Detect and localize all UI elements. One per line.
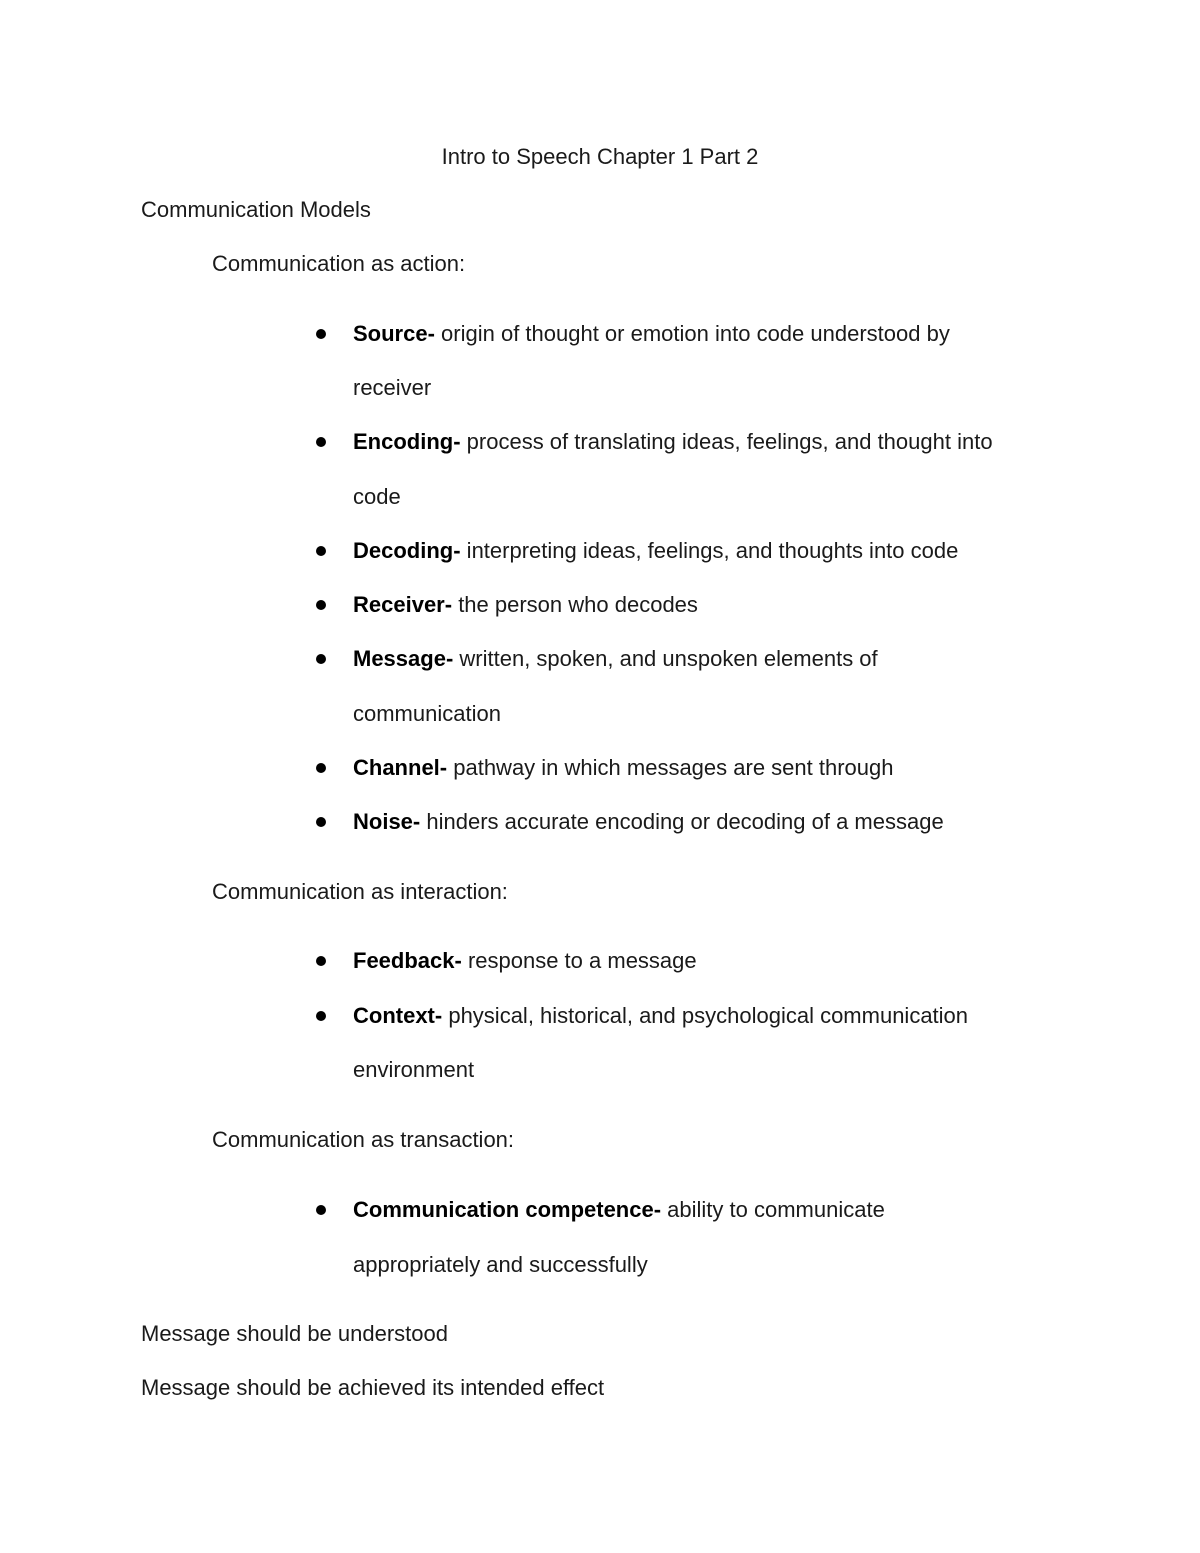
bullet-icon [316,546,326,556]
list-item-text [353,1001,968,1031]
definition: pathway in which messages are sent through [447,755,894,780]
document-title: Intro to Speech Chapter 1 Part 2 [441,144,759,169]
list-item-text [353,590,698,620]
term: Context- [353,1003,443,1028]
list-item-text [353,753,893,783]
bullet-icon [316,1205,326,1215]
bullet-icon [316,654,326,664]
closing-line: Message should be understood [141,1321,448,1346]
definition: the person who decodes [452,592,698,617]
bullet-icon [316,956,326,966]
bullet-icon [316,329,326,339]
term: Receiver- [353,592,453,617]
term: Message- [353,646,454,671]
bullet-icon [316,817,326,827]
definition-continuation: communication [353,701,501,726]
definition: response to a message [461,948,697,973]
bullet-icon [316,437,326,447]
definition-continuation: environment [353,1057,475,1082]
term: Encoding- [353,429,461,454]
definition: interpreting ideas, feelings, and thoughts into code [460,538,959,563]
closing-line: Message should be achieved its intended effect [141,1375,605,1400]
list-item-text [353,319,950,349]
definition: physical, historical, and psychological communication [442,1003,969,1028]
definition: origin of thought or emotion into code understood by [434,321,950,346]
definition: hinders accurate encoding or decoding of a message [420,809,944,834]
definition-continuation: receiver [353,375,432,400]
list-item-text [353,536,958,566]
section-label-transaction: Communication as transaction: [212,1127,515,1152]
term: Source- [353,321,435,346]
term: Noise- [353,809,421,834]
term: Channel- [353,755,448,780]
definition-continuation: code [353,484,401,509]
definition-continuation: appropriately and successfully [353,1252,648,1277]
bullet-icon [316,1011,326,1021]
term: Feedback- [353,948,462,973]
list-item-text [353,946,697,976]
section-heading: Communication Models [141,197,371,222]
term: Decoding- [353,538,461,563]
section-label-interaction: Communication as interaction: [212,879,508,904]
term: Communication competence- [353,1197,662,1222]
list-item-text [353,644,878,674]
definition: process of translating ideas, feelings, and thought into [460,429,993,454]
bullet-icon [316,600,326,610]
section-label-action: Communication as action: [212,251,466,276]
definition: ability to communicate [661,1197,885,1222]
bullet-icon [316,763,326,773]
list-item-text [353,807,944,837]
list-item-text [353,1195,885,1225]
list-item-text [353,427,993,457]
definition: written, spoken, and unspoken elements of [453,646,878,671]
